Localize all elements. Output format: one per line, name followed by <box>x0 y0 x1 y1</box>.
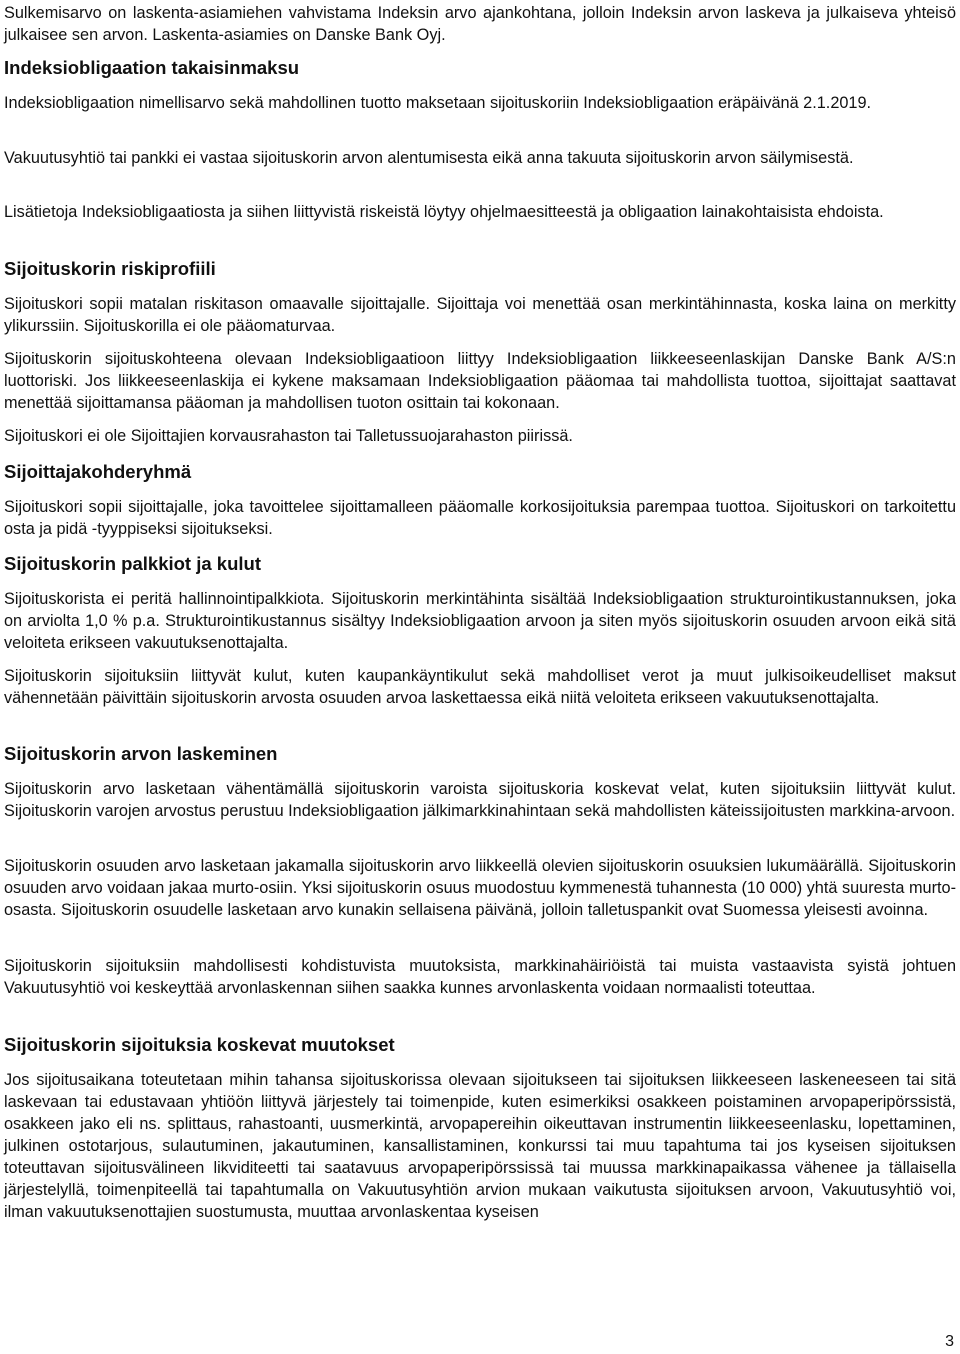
page-number: 3 <box>945 1333 954 1350</box>
paragraph-costs: Sijoituskorin sijoituksiin liittyvät kulut, kuten kaupankäyntikulut sekä mahdolliset verot ja muut julkisoikeudelliset maksut vähennetään päivittäin sijoituskorin arvosta osuuden arvoa laskettaessa eikä niitä veloiteta erikseen vakuutuksenottajalta. <box>4 667 956 707</box>
paragraph-unit-value: Sijoituskorin osuuden arvo lasketaan jakamalla sijoituskorin arvo liikkeellä olevien sijoituskorin osuuksien lukumäärällä. Sijoituskorin osuuden arvo voidaan jakaa murto-osiin. Yksi sijoituskorin osuus muodostuu kymmenestä tuhannesta (10 000) yhtä suuresta murto-osasta. Sijoituskorin osuudelle lasketaan arvo kunakin sellaisena päivänä, jolloin talletuspankit ovat Suomessa yleisesti avoinna. <box>4 857 956 919</box>
heading-risk-profile: Sijoituskorin riskiprofiili <box>4 258 216 279</box>
paragraph-closing-value: Sulkemisarvo on laskenta-asiamiehen vahvistama Indeksin arvo ajankohtana, jolloin Indeksin arvon laskeva ja julkaiseva yhteisö julkaisee sen arvon. Laskenta-asiamies on Danske Bank Oyj. <box>4 4 956 44</box>
paragraph-compensation-fund: Sijoituskori ei ole Sijoittajien korvausrahaston tai Talletussuojarahaston piirissä. <box>4 427 573 445</box>
heading-redemption: Indeksiobligaation takaisinmaksu <box>4 57 300 78</box>
paragraph-fees: Sijoituskorista ei peritä hallinnointipalkkiota. Sijoituskorin merkintähinta sisältää Indeksiobligaation strukturointikustannuksen, joka on arviolta 1,0 % p.a. Strukturointikustannus sisältyy Indeksiobligaation arvoon ja siten myös sijoituskorin osuuden arvoon eikä sitä veloiteta erikseen vakuutuksenottajalta. <box>4 590 956 652</box>
paragraph-value-calculation: Sijoituskorin arvo lasketaan vähentämällä sijoituskorin varoista sijoituskoria koskevat velat, kuten sijoituksiin liittyvät kulut. Sijoituskorin varojen arvostus perustuu Indeksiobligaation jälkimarkkinahintaan sekä mahdollisten käteissijoitusten markkina-arvoon. <box>4 780 956 820</box>
paragraph-risk-level: Sijoituskori sopii matalan riskitason omaavalle sijoittajalle. Sijoittaja voi menettää osan merkintähinnasta, koska laina on merkitty ylikurssiin. Sijoituskorilla ei ole pääomaturvaa. <box>4 295 956 335</box>
paragraph-target-group: Sijoituskori sopii sijoittajalle, joka tavoittelee sijoittamalleen pääomalle korkosijoituksia parempaa tuottoa. Sijoituskori on tarkoitettu osta ja pidä -tyyppiseksi sijoitukseksi. <box>4 498 956 538</box>
heading-value-calculation: Sijoituskorin arvon laskeminen <box>4 743 278 764</box>
paragraph-redemption: Indeksiobligaation nimellisarvo sekä mahdollinen tuotto maksetaan sijoituskoriin Indeksiobligaation eräpäivänä 2.1.2019. <box>4 94 872 112</box>
heading-changes: Sijoituskorin sijoituksia koskevat muutokset <box>4 1034 395 1055</box>
paragraph-more-info: Lisätietoja Indeksiobligaatiosta ja siihen liittyvistä riskeistä löytyy ohjelmaesitteestä ja obligaation lainakohtaisista ehdoista. <box>4 203 884 221</box>
paragraph-suspension: Sijoituskorin sijoituksiin mahdollisesti kohdistuvista muutoksista, markkinahäiriöistä tai muista vastaavista syistä johtuen Vakuutusyhtiö voi keskeyttää arvonlaskennan siihen saakka kunnes arvonlaskenta voidaan normaalisti toteuttaa. <box>4 957 956 997</box>
heading-fees: Sijoituskorin palkkiot ja kulut <box>4 553 261 574</box>
paragraph-changes: Jos sijoitusaikana toteutetaan mihin tahansa sijoituskorissa olevaan sijoitukseen tai sijoituksen liikkeeseen laskeneeseen tai sitä laskevaan tai edustavaan yhtiöön liittyvä järjestely tai toimenpide, kuten esimerkiksi osakkeen poistaminen arvopaperipörssistä, osakkeen jako eli ns. splittaus, rahastoanti, uusmerkintä, arvopapereihin oikeuttavan instrumentin liikkeeseenlasku, lopettaminen, julkinen ostotarjous, sulautuminen, jakautuminen, kansallistaminen, konkurssi tai muu tapahtuma tai jos kyseisen sijoituksen toteuttavan sijoitusvälineen likviditeetti tai saatavuus arvopaperipörssissä tai muussa markkinapaikassa vähenee ja tällaisella järjestelyllä, toimenpiteellä tai tapahtumalla on Vakuutusyhtiön arvion mukaan vaikutusta sijoituksen arvoon, Vakuutusyhtiö voi, ilman vakuutuksenottajien suostumusta, muuttaa arvonlaskentaa kyseisen <box>4 1071 956 1221</box>
paragraph-no-guarantee: Vakuutusyhtiö tai pankki ei vastaa sijoituskorin arvon alentumisesta eikä anna takuuta sijoituskorin arvon säilymisestä. <box>4 149 854 167</box>
heading-target-group: Sijoittajakohderyhmä <box>4 461 192 482</box>
paragraph-credit-risk: Sijoituskorin sijoituskohteena olevaan Indeksiobligaatioon liittyy Indeksiobligaation liikkeeseenlaskijan Danske Bank A/S:n luottoriski. Jos liikkeeseenlaskija ei kykene maksamaan Indeksiobligaation pääomaa tai mahdollista tuottoa, sijoittajat saattavat menettää sijoittamansa pääoman ja mahdollisen tuoton osittain tai kokonaan. <box>4 350 956 412</box>
